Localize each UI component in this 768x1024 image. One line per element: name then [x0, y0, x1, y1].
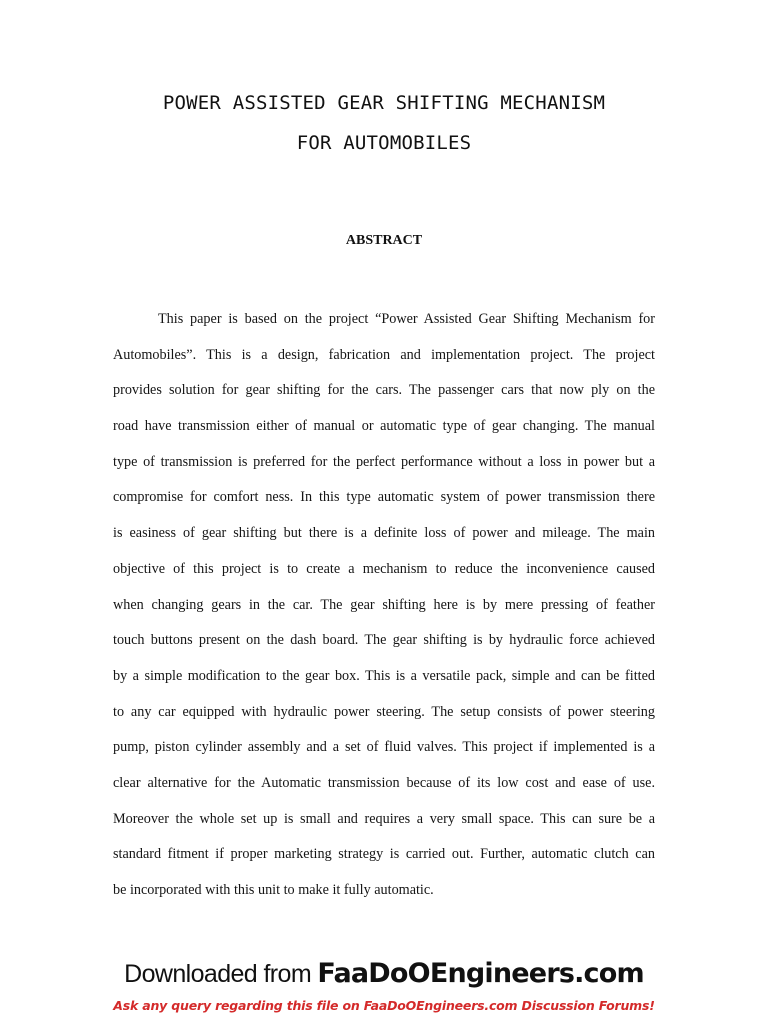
abstract-line: compromise for comfort ness. In this type automatic system of power transmission there: [113, 489, 655, 506]
abstract-line: objective of this project is to create a mechanism to reduce the inconvenience caused: [113, 560, 655, 577]
footer-query-text: Ask any query regarding this file on FaaDoOEngineers.com Discussion Forums!: [113, 998, 655, 1013]
title-line-2: FOR AUTOMOBILES: [296, 132, 472, 154]
abstract-line: is easiness of gear shifting but there is a definite loss of power and mileage. The main: [113, 525, 655, 542]
abstract-line: clear alternative for the Automatic transmission because of its low cost and ease of use.: [113, 774, 655, 791]
abstract-line: pump, piston cylinder assembly and a set of fluid valves. This project if implemented is a: [113, 739, 655, 756]
abstract-line: when changing gears in the car. The gear shifting here is by mere pressing of feather: [113, 596, 655, 613]
abstract-body: [113, 302, 655, 909]
abstract-line: touch buttons present on the dash board. The gear shifting is by hydraulic force achieved: [113, 632, 655, 649]
abstract-line: Moreover the whole set up is small and requires a very small space. This can sure be a: [113, 810, 655, 827]
downloaded-from-text: Downloaded from: [124, 960, 318, 988]
abstract-line: standard fitment if proper marketing strategy is carried out. Further, automatic clutch can: [113, 846, 655, 863]
footer-download-banner: [0, 958, 768, 989]
abstract-line: road have transmission either of manual or automatic type of gear changing. The manual: [113, 418, 655, 435]
abstract-line: be incorporated with this unit to make it fully automatic.: [113, 882, 434, 898]
abstract-line: This paper is based on the project “Power Assisted Gear Shifting Mechanism for: [158, 311, 655, 327]
abstract-line: by a simple modification to the gear box. This is a versatile pack, simple and can be fitted: [113, 667, 655, 684]
abstract-heading: ABSTRACT: [345, 233, 423, 248]
abstract-line: Automobiles”. This is a design, fabrication and implementation project. The project: [113, 346, 655, 363]
abstract-line: type of transmission is preferred for the perfect performance without a loss in power but a: [113, 453, 655, 470]
abstract-line: provides solution for gear shifting for the cars. The passenger cars that now ply on the: [113, 382, 655, 399]
brand-link[interactable]: FaaDoOEngineers.com: [317, 958, 644, 989]
title-line-1: POWER ASSISTED GEAR SHIFTING MECHANISM: [162, 92, 606, 114]
abstract-line: to any car equipped with hydraulic power steering. The setup consists of power steering: [113, 703, 655, 720]
